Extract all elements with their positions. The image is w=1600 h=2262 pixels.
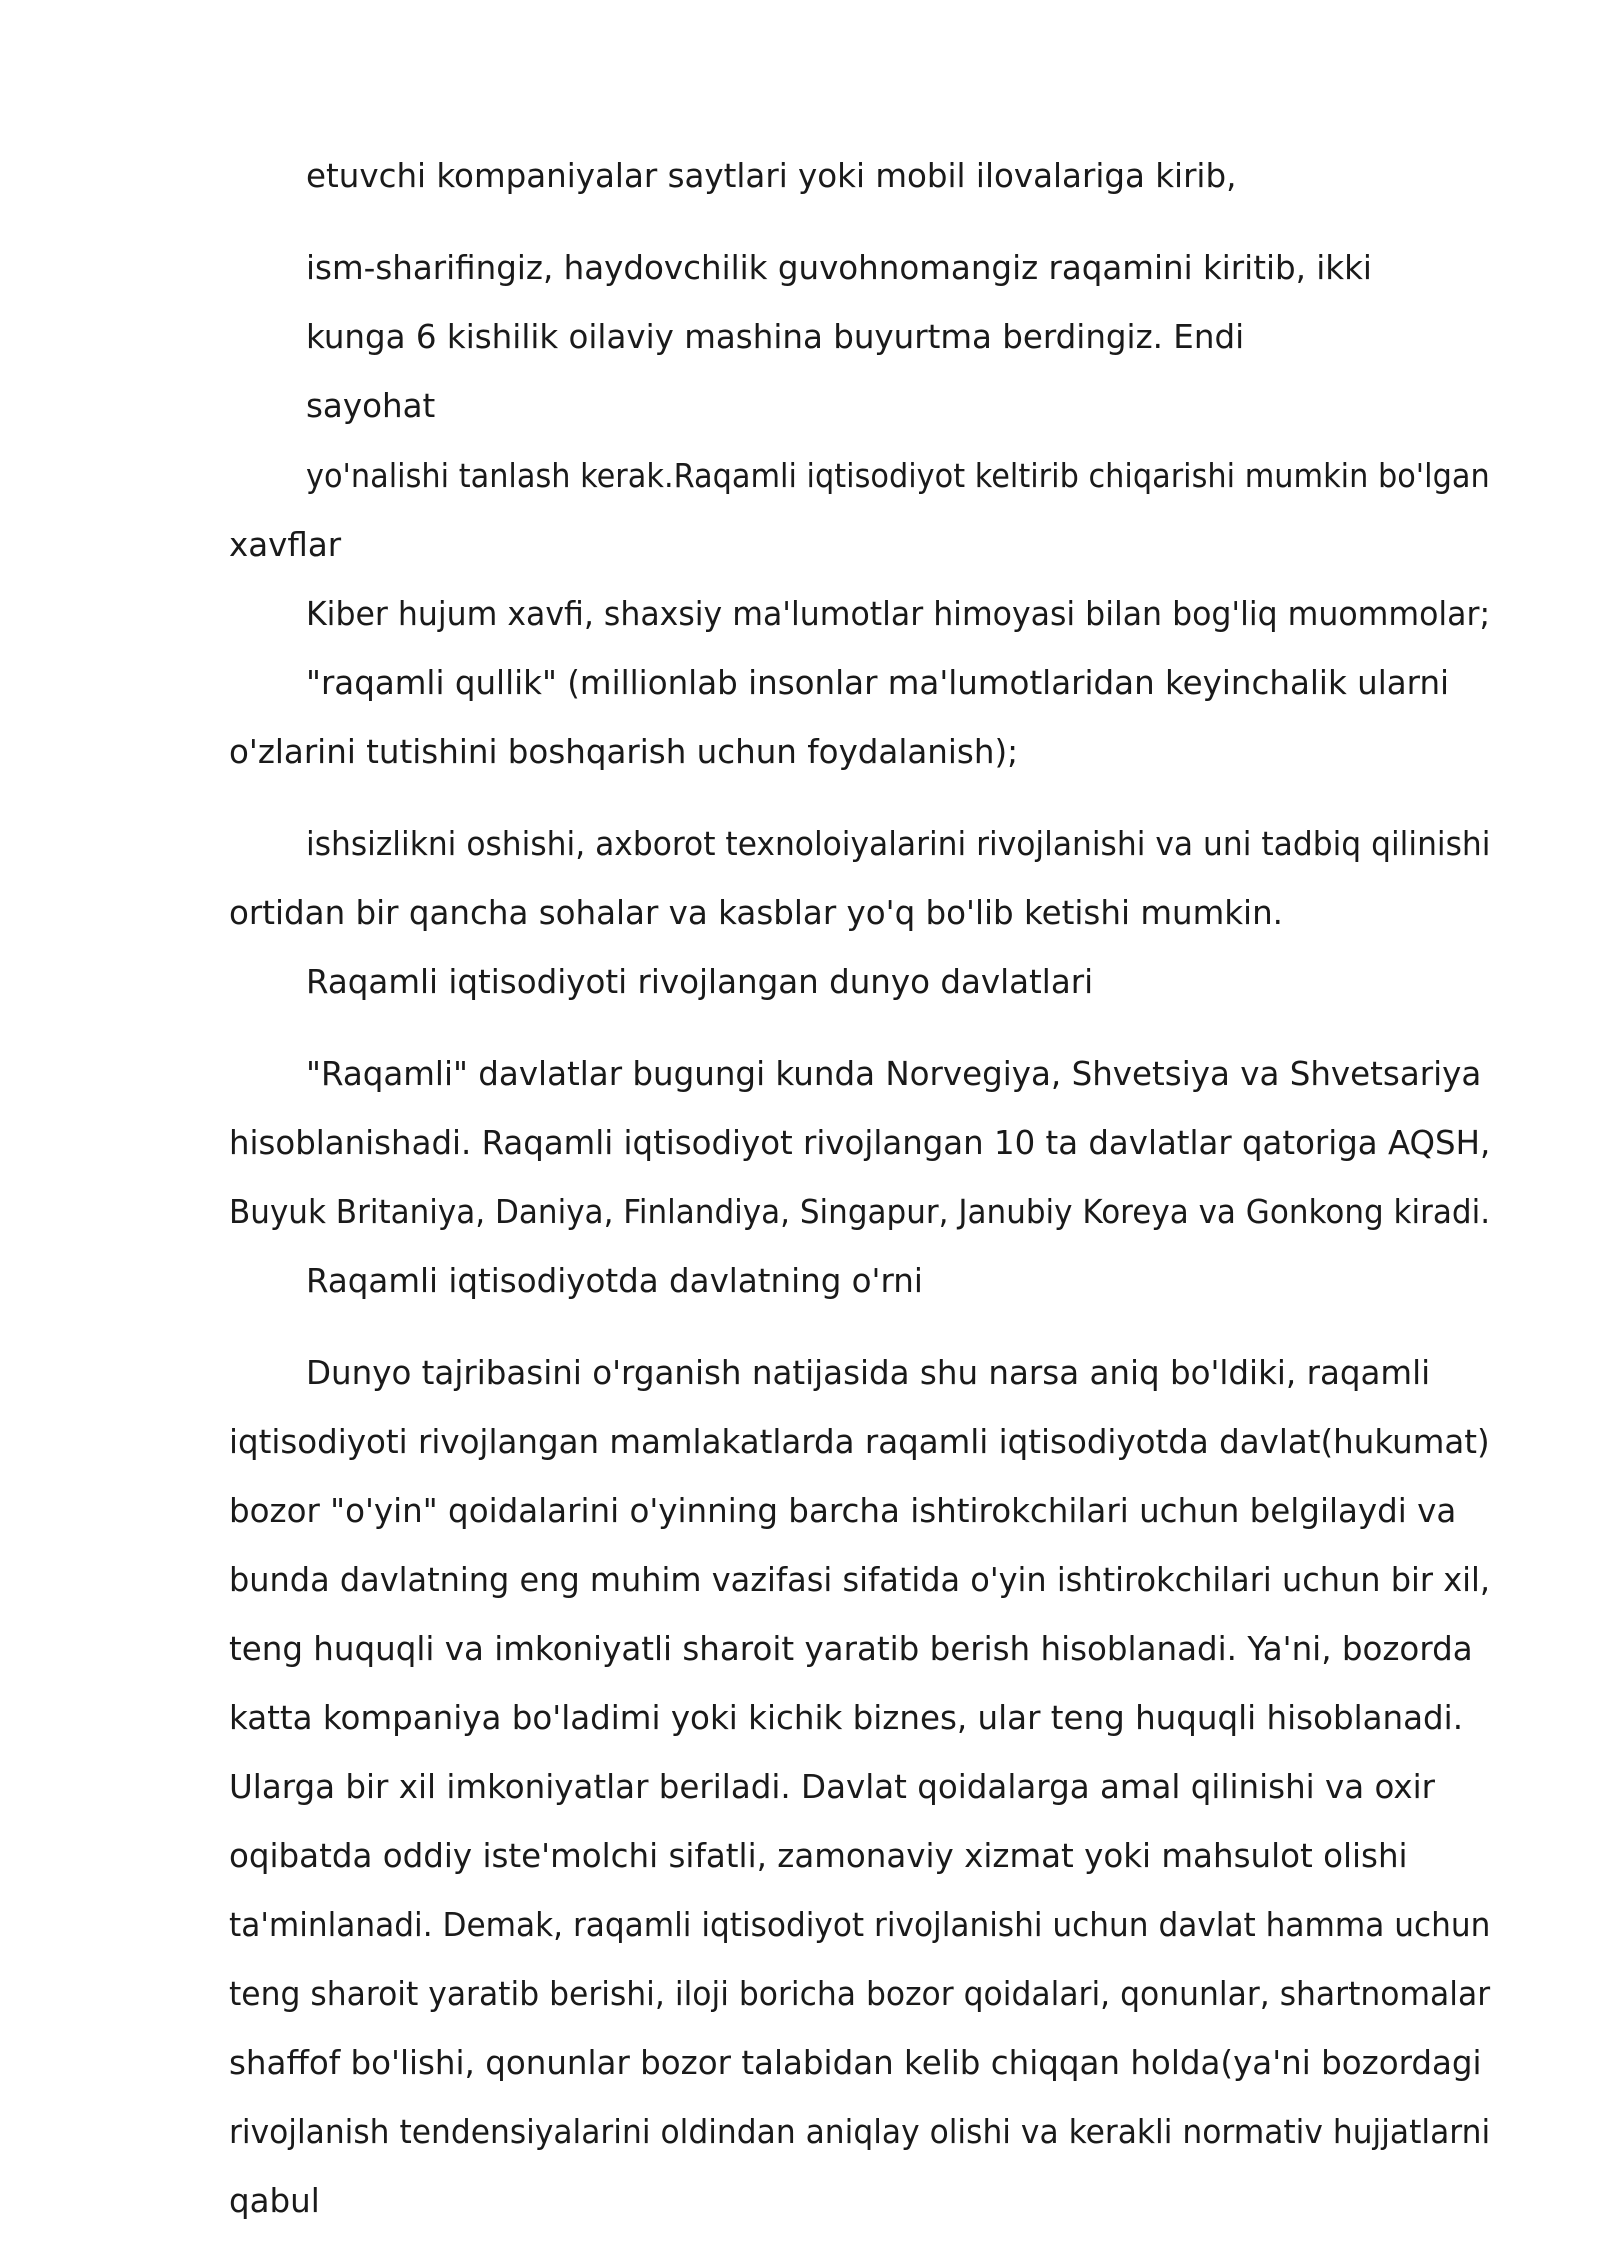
text-line: iqtisodiyoti rivojlangan mamlakatlarda raqamli iqtisodiyotda davlat(hukumat): [229, 1423, 1490, 1461]
section-heading: Raqamli iqtisodiyoti rivojlangan dunyo davlatlari: [306, 963, 1094, 1001]
text-line: bozor "o'yin" qoidalarini o'yinning barcha ishtirokchilari uchun belgilaydi va: [229, 1492, 1457, 1530]
text-line: ortidan bir qancha sohalar va kasblar yo'q bo'lib ketishi mumkin.: [229, 894, 1284, 932]
text-line: rivojlanish tendensiyalarini oldindan aniqlay olishi va kerakli normativ hujjatlarni: [229, 2113, 1491, 2151]
text-line: kunga 6 kishilik oilaviy mashina buyurtma berdingiz. Endi: [306, 318, 1245, 356]
text-line: teng sharoit yaratib berishi, iloji boricha bozor qoidalari, qonunlar, shartnomalar: [229, 1975, 1491, 2013]
text-line: teng huquqli va imkoniyatli sharoit yaratib berish hisoblanadi. Ya'ni, bozorda: [229, 1630, 1473, 1668]
text-line: ishsizlikni oshishi, axborot texnoloiyalarini rivojlanishi va uni tadbiq qilinishi: [306, 825, 1491, 863]
text-line: Kiber hujum xavfi, shaxsiy ma'lumotlar himoyasi bilan bog'liq muommolar;: [306, 595, 1491, 633]
text-line: oqibatda oddiy iste'molchi sifatli, zamonaviy xizmat yoki mahsulot olishi: [229, 1837, 1408, 1875]
text-line: shaffof bo'lishi, qonunlar bozor talabidan kelib chiqqan holda(ya'ni bozordagi: [229, 2044, 1482, 2082]
text-line: Dunyo tajribasini o'rganish natijasida shu narsa aniq bo'ldiki, raqamli: [306, 1354, 1431, 1392]
text-line: Ularga bir xil imkoniyatlar beriladi. Davlat qoidalarga amal qilinishi va oxir: [229, 1768, 1436, 1806]
text-line: ism-sharifingiz, haydovchilik guvohnomangiz raqamini kiritib, ikki: [306, 249, 1372, 287]
text-line: yo'nalishi tanlash kerak.Raqamli iqtisodiyot keltirib chiqarishi mumkin bo'lgan: [306, 457, 1490, 495]
text-line: ta'minlanadi. Demak, raqamli iqtisodiyot rivojlanishi uchun davlat hamma uchun: [229, 1906, 1491, 1944]
text-line: bunda davlatning eng muhim vazifasi sifatida o'yin ishtirokchilari uchun bir xil,: [229, 1561, 1491, 1599]
text-line: Buyuk Britaniya, Daniya, Finlandiya, Singapur, Janubiy Koreya va Gonkong kiradi.: [229, 1193, 1491, 1231]
text-line: katta kompaniya bo'ladimi yoki kichik biznes, ular teng huquqli hisoblanadi.: [229, 1699, 1464, 1737]
text-line: sayohat: [306, 387, 436, 425]
text-line: "Raqamli" davlatlar bugungi kunda Norvegiya, Shvetsiya va Shvetsariya: [306, 1055, 1482, 1093]
text-line: o'zlarini tutishini boshqarish uchun foydalanish);: [229, 733, 1019, 771]
text-line: qabul: [229, 2182, 320, 2220]
text-line: etuvchi kompaniyalar saytlari yoki mobil ilovalariga kirib,: [306, 157, 1237, 195]
text-line: xavflar: [229, 526, 342, 564]
text-line: "raqamli qullik" (millionlab insonlar ma'lumotlaridan keyinchalik ularni: [306, 664, 1450, 702]
text-line: hisoblanishadi. Raqamli iqtisodiyot rivojlangan 10 ta davlatlar qatoriga AQSH,: [229, 1124, 1491, 1162]
section-heading: Raqamli iqtisodiyotda davlatning o'rni: [306, 1262, 923, 1300]
